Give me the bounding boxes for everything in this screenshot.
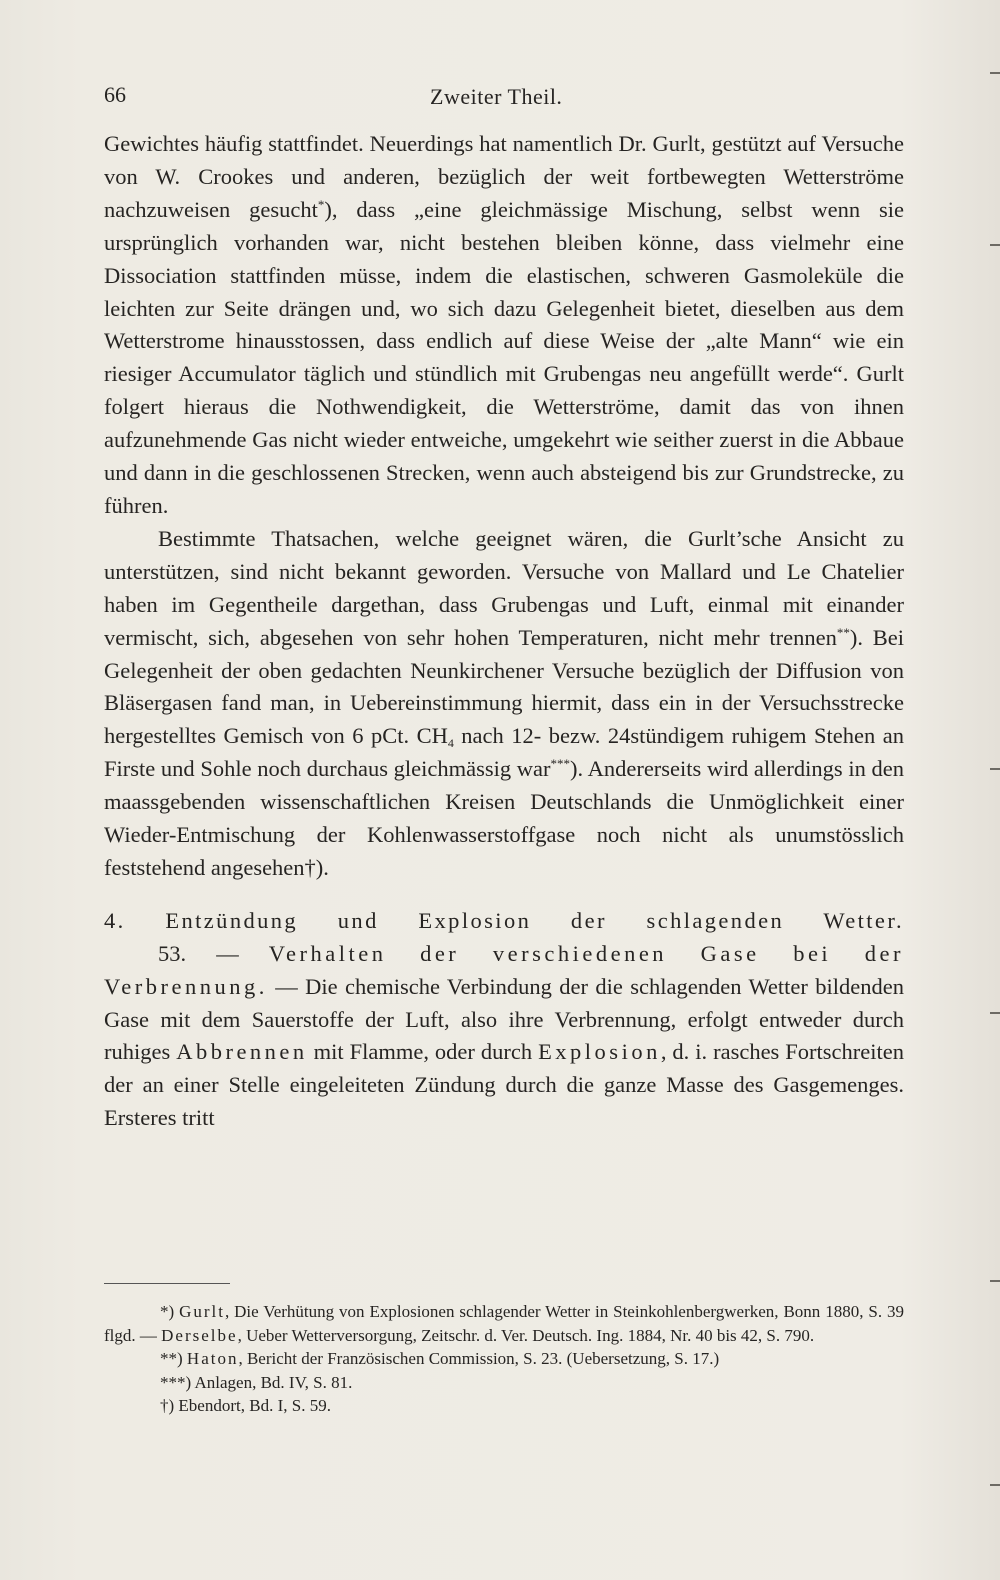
paragraph-3 [104,938,904,1135]
dash: — [186,940,269,966]
footnote-2 [104,1347,904,1371]
page-edge-mark [990,72,1000,74]
footnote-ref-2: ** [836,624,850,640]
paragraph-2-text-b: ). Bei Gelegenheit der oben gedachten Neunkirchener Versuche bezüglich der Diffusion von Bläsergasen fand man, in Uebereinstimmung hiermit, dass ein in der Versuchsstrecke hergestelltes Gemisch von 6 pCt. CH [104,624,904,749]
running-title: Zweiter Theil. [430,84,563,109]
paragraph-3-text-a: — Die chemische Verbindung der die schlagenden Wetter bildenden Gase mit dem Sauerstoffe der Luft, also ihre Verbrennung, erfolgt entweder durch ruhiges [104,973,904,1065]
paragraph-2-text-a: Bestimmte Thatsachen, welche geeignet wären, die Gurlt’sche Ansicht zu unterstützen, sind nicht bekannt geworden. Versuche von Mallard und Le Chatelier haben im Gegentheile dargethan, dass Grubengas und Luft, einmal mit einander vermischt, sich, abgesehen von sehr hohen Temperaturen, nicht mehr trennen [104,525,904,650]
paragraph-3-text-c: , d. i. rasches Fortschreiten der an einer Stelle eingeleiteten Zündung durch die ganze Masse des Gasgemenges. Ersteres tritt [104,1039,904,1131]
main-text [104,128,904,1135]
paragraph-2-text-d: ). Andererseits wird allerdings in den maassgebenden wissenschaftlichen Kreisen Deutschlands die Unmöglichkeit einer Wieder-Entmischung der Kohlenwasserstoffgase noch nicht als unumstösslich feststehend angesehen [104,756,904,880]
footnote-3 [104,1371,904,1395]
footnote-2-text: , Bericht der Französischen Commission, S. 23. (Uebersetzung, S. 17.) [238,1349,720,1368]
paragraph-2-text-e: ). [315,854,329,880]
paragraph-2-text-c: nach 12- bezw. 24stündigem ruhigem Stehen an Firste und Sohle noch durchaus gleichmässig war [104,723,904,782]
footnote-1-mark: *) [160,1302,180,1321]
footnote-1-author: Gurlt [179,1302,225,1321]
footnote-1-author-2: Derselbe [161,1325,238,1345]
section-heading: 4. Entzündung und Explosion der schlagenden Wetter. [104,907,904,933]
footnote-ref-3: *** [550,756,571,772]
paragraph-2 [104,523,904,885]
page-edge-mark [990,1484,1000,1486]
footnote-4-text: Ebendort, Bd. I, S. 59. [178,1396,331,1415]
formula-subscript: 4 [447,736,454,751]
footnote-3-text: Anlagen, Bd. IV, S. 81. [194,1372,353,1392]
footnote-2-mark: **) [160,1349,187,1368]
section-number: 53. [158,940,187,966]
page-header [104,82,896,116]
footnote-4 [104,1394,904,1418]
footnotes [104,1300,904,1418]
paragraph-1-text-a: Gewichtes häufig stattfindet. Neuerdings hat namentlich Dr. Gurlt, gestützt auf Versuche von W. Crookes und anderen, bezüglich der weit fortbewegten Wetterströme nachzuweisen gesucht [104,131,904,222]
page-edge-mark [990,1012,1000,1014]
paragraph-3-text-b: mit Flamme, oder durch [307,1039,539,1065]
footnote-1-text-b: , Ueber Wetterversorgung, Zeitschr. d. Ver. Deutsch. Ing. 1884, Nr. 40 bis 42, S. 790. [237,1325,815,1345]
footnote-1-text-a: , Die Verhütung von Explosionen schlagender Wetter in Steinkohlenbergwerken, Bonn 1880, S. 39 flgd. — [104,1302,905,1345]
term-abbrennen: Abbrennen [176,1039,308,1065]
page-edge-mark [990,1280,1000,1282]
subsection-title: Verhalten der verschiedenen Gase bei der Verbrennung. [104,940,904,999]
page-edge-mark [990,244,1000,246]
paragraph-1-text-b: ), dass „eine gleichmässige Mischung, selbst wenn sie ursprünglich vorhanden war, nicht bestehen bleiben könne, dass vielmehr eine Dissociation stattfinden müsse, indem die elastischen, schweren Gasmoleküle die leichten zur Seite drängen und, wo sich dazu Gelegenheit bietet, dieselben aus dem Wetterstrome hinausstossen, dass endlich auf diese Weise der „alte Mann“ wie ein riesiger Accumulator täglich und stündlich mit Grubengas neu angefüllt werde“. Gurlt folgert hieraus die Nothwendigkeit, die Wetterströme, damit das von ihnen aufzunehmende Gas nicht wieder entweiche, umgekehrt wie seither zuerst in die Abbaue und dann in die geschlossenen Strecken, wenn auch absteigend bis zur Grundstrecke, zu führen. [104,196,904,518]
footnote-ref-4: † [304,854,316,880]
footnote-3-mark: ***) [160,1372,195,1392]
footnote-rule [104,1283,230,1284]
page-edge-mark [990,768,1000,770]
paragraph-1 [104,128,904,523]
page-number: 66 [104,82,126,107]
footnote-1 [104,1300,904,1347]
footnote-2-author: Haton [186,1349,239,1368]
footnote-ref-1: * [317,196,325,212]
term-explosion: Explosion [538,1039,661,1065]
footnote-4-mark: †) [160,1396,179,1415]
